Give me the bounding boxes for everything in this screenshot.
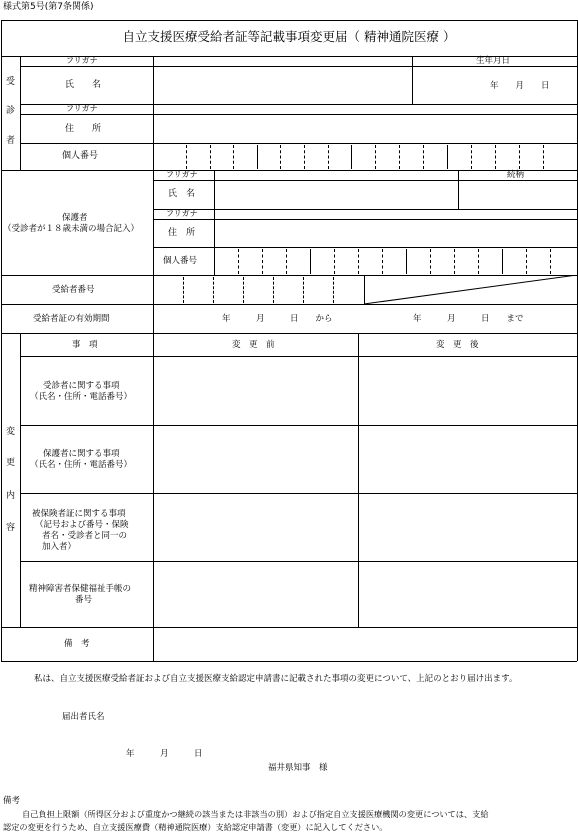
patient-address-furigana-label: フリガナ bbox=[66, 104, 98, 113]
change-item-3-line2: （記号および番号・保険 bbox=[35, 520, 129, 530]
patient-section-char-1: 受 bbox=[6, 77, 16, 87]
remarks-field[interactable] bbox=[154, 628, 576, 661]
change-item-3-line4: 加入者） bbox=[42, 542, 77, 552]
guardian-furigana-label: フリガナ bbox=[166, 170, 198, 179]
guardian-address-field[interactable] bbox=[215, 220, 576, 247]
change-2-after-field[interactable] bbox=[359, 426, 576, 493]
changes-section-char-4: 容 bbox=[6, 523, 16, 533]
recipient-number-label: 受給者番号 bbox=[52, 285, 95, 295]
patient-section-char-3: 者 bbox=[6, 136, 16, 146]
header-item: 事 項 bbox=[72, 340, 98, 350]
change-item-3-line1: 被保険者証に関する事項 bbox=[32, 509, 126, 519]
guardian-name-label: 氏 名 bbox=[168, 189, 196, 199]
notes-line-1: 自己負担上限額（所得区分および重度かつ継続の該当または非該当の別）および指定自立支援医療機関の変更については、支給 bbox=[22, 809, 489, 819]
guardian-individual-number-label: 個人番号 bbox=[163, 256, 198, 266]
birthdate-label: 生年月日 bbox=[476, 56, 511, 66]
guardian-address-label: 住 所 bbox=[168, 228, 196, 238]
notes-heading: 備考 bbox=[3, 796, 21, 806]
patient-section-char-2: 診 bbox=[6, 106, 16, 116]
guardian-label: 保護者 bbox=[62, 213, 88, 223]
addressee: 福井県知事 様 bbox=[268, 763, 328, 773]
changes-section-char-2: 更 bbox=[6, 458, 16, 468]
patient-address-label: 住 所 bbox=[65, 124, 102, 134]
patient-furigana-label: フリガナ bbox=[66, 56, 98, 65]
change-item-1-line2: （氏名・住所・電話番号） bbox=[30, 392, 133, 402]
change-item-1-line1: 受診者に関する事項 bbox=[43, 381, 120, 391]
validity-label: 受給者証の有効期間 bbox=[33, 314, 110, 324]
patient-individual-number-label: 個人番号 bbox=[62, 151, 99, 161]
date-format: 年 月 日 bbox=[126, 749, 203, 759]
change-item-2-line1: 保護者に関する事項 bbox=[43, 449, 120, 459]
guardian-note: （受診者が１８歳未満の場合記入） bbox=[3, 224, 140, 234]
form-number: 様式第5号(第7条関係) bbox=[3, 2, 94, 12]
guardian-address-furigana-label: フリガナ bbox=[166, 209, 198, 218]
change-3-after-field[interactable] bbox=[359, 494, 576, 561]
notes-line-2: 認定の変更を行うため、自立支援医療費（精神通院医療）支給認定申請書（変更）に記入してください。 bbox=[3, 822, 388, 832]
patient-name-field[interactable] bbox=[154, 67, 411, 104]
birthdate-format: 年 月 日 bbox=[490, 81, 550, 91]
form-title: 自立支援医療受給者証等記載事項変更届（ 精神通院医療 ） bbox=[122, 29, 456, 44]
declaration-text: 私は、自立支援医療受給者証および自立支援医療支給認定申請書に記載された事項の変更について、上記のとおり届け出ます。 bbox=[34, 674, 518, 684]
patient-birthdate-field[interactable] bbox=[413, 67, 576, 104]
patient-name-label: 氏 名 bbox=[65, 80, 102, 90]
recipient-number-diagonal bbox=[364, 275, 577, 305]
guardian-relationship-field[interactable] bbox=[459, 181, 576, 209]
submitter-label: 届出者氏名 bbox=[62, 712, 105, 722]
recipient-number-field[interactable] bbox=[154, 276, 363, 304]
change-4-before-field[interactable] bbox=[154, 562, 357, 627]
change-2-before-field[interactable] bbox=[154, 426, 357, 493]
guardian-individual-number-field[interactable] bbox=[215, 248, 576, 275]
header-before: 変 更 前 bbox=[232, 340, 275, 350]
change-item-4-line2: 番号 bbox=[75, 595, 93, 605]
change-item-2-line2: （氏名・住所・電話番号） bbox=[30, 460, 133, 470]
change-1-after-field[interactable] bbox=[359, 357, 576, 425]
header-after: 変 更 後 bbox=[436, 340, 479, 350]
change-4-after-field[interactable] bbox=[359, 562, 576, 627]
guardian-relationship-label: 続柄 bbox=[507, 170, 525, 180]
remarks-label: 備 考 bbox=[64, 639, 90, 649]
guardian-name-field[interactable] bbox=[215, 181, 457, 209]
validity-from: 年 月 日 から bbox=[222, 314, 333, 324]
changes-section-char-1: 変 bbox=[6, 427, 16, 437]
change-1-before-field[interactable] bbox=[154, 357, 357, 425]
change-item-4-line1: 精神障害者保健福祉手帳の bbox=[29, 584, 132, 594]
patient-individual-number-field[interactable] bbox=[154, 144, 576, 170]
validity-to: 年 月 日 まで bbox=[413, 314, 524, 324]
change-item-3-line3: 者名・受診者と同一の bbox=[42, 531, 128, 541]
changes-section-char-3: 内 bbox=[6, 491, 16, 501]
patient-address-field[interactable] bbox=[154, 115, 576, 143]
change-3-before-field[interactable] bbox=[154, 494, 357, 561]
